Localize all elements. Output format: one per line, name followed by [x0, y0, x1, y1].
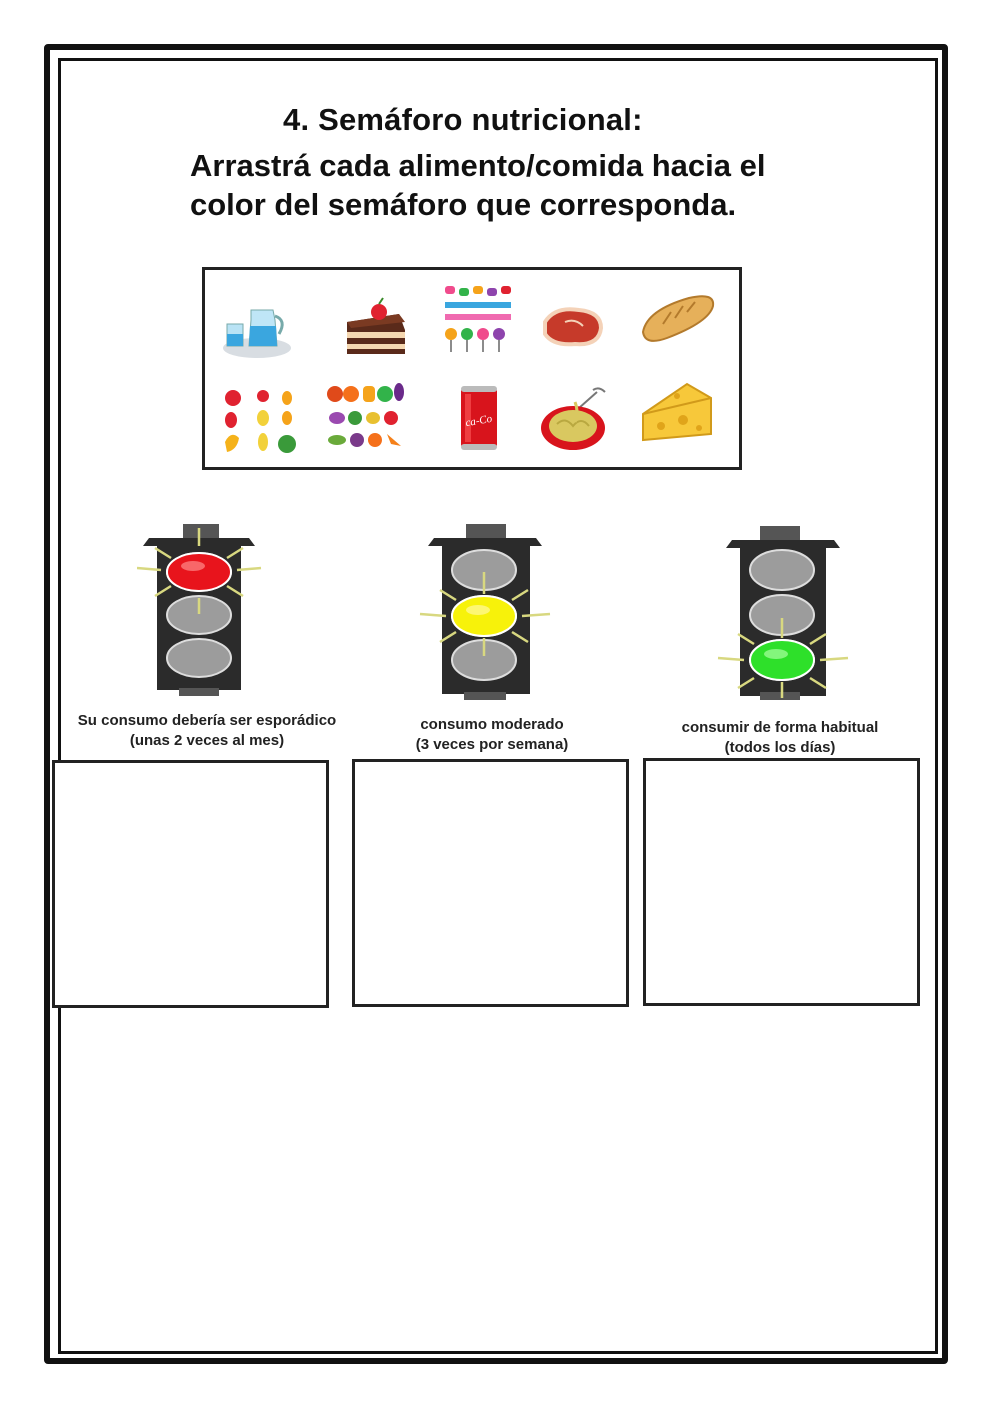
soda-can-icon[interactable]	[439, 382, 519, 454]
yellow-lamp-lit	[452, 596, 516, 636]
cake-slice-icon[interactable]	[339, 292, 419, 364]
traffic-light-yellow	[418, 520, 554, 702]
fruits-icon[interactable]	[219, 386, 299, 458]
steak-icon[interactable]	[535, 292, 615, 364]
water-jug-icon[interactable]	[219, 290, 299, 362]
caption-yellow-line-2: (3 veces por semana)	[415, 736, 569, 753]
instructions	[190, 146, 765, 224]
exercise-title: 4. Semáforo nutricional:	[283, 102, 643, 137]
caption-green	[664, 718, 896, 758]
instructions-line-1: Arrastrá cada alimento/comida hacia el	[190, 148, 766, 183]
caption-red	[56, 711, 358, 751]
green-lamp-lit	[750, 640, 814, 680]
caption-yellow-line-1: consumo moderado	[420, 716, 564, 733]
food-bank	[202, 267, 742, 470]
vegetables-icon[interactable]	[325, 380, 405, 452]
svg-text:ca-Co: ca-Co	[464, 412, 494, 430]
bread-loaf-icon[interactable]	[637, 282, 717, 354]
drop-zone-green[interactable]	[643, 758, 920, 1006]
caption-green-line-1: consumir de forma habitual	[681, 719, 879, 736]
caption-red-line-1: Su consumo debería ser esporádico	[77, 712, 337, 729]
traffic-light-green	[716, 522, 852, 702]
caption-yellow	[386, 715, 598, 755]
red-lamp-lit	[167, 553, 231, 591]
cheese-wedge-icon[interactable]	[637, 376, 717, 448]
drop-zone-yellow[interactable]	[352, 759, 629, 1007]
traffic-light-red	[137, 518, 263, 700]
candies-icon[interactable]	[439, 282, 519, 354]
caption-red-line-2: (unas 2 veces al mes)	[129, 732, 285, 749]
drop-zone-red[interactable]	[52, 760, 329, 1008]
worksheet-inner-border	[58, 58, 938, 1354]
instructions-line-2: color del semáforo que corresponda.	[190, 187, 737, 222]
caption-green-line-2: (todos los días)	[724, 739, 836, 756]
pasta-bowl-icon[interactable]	[535, 382, 615, 454]
